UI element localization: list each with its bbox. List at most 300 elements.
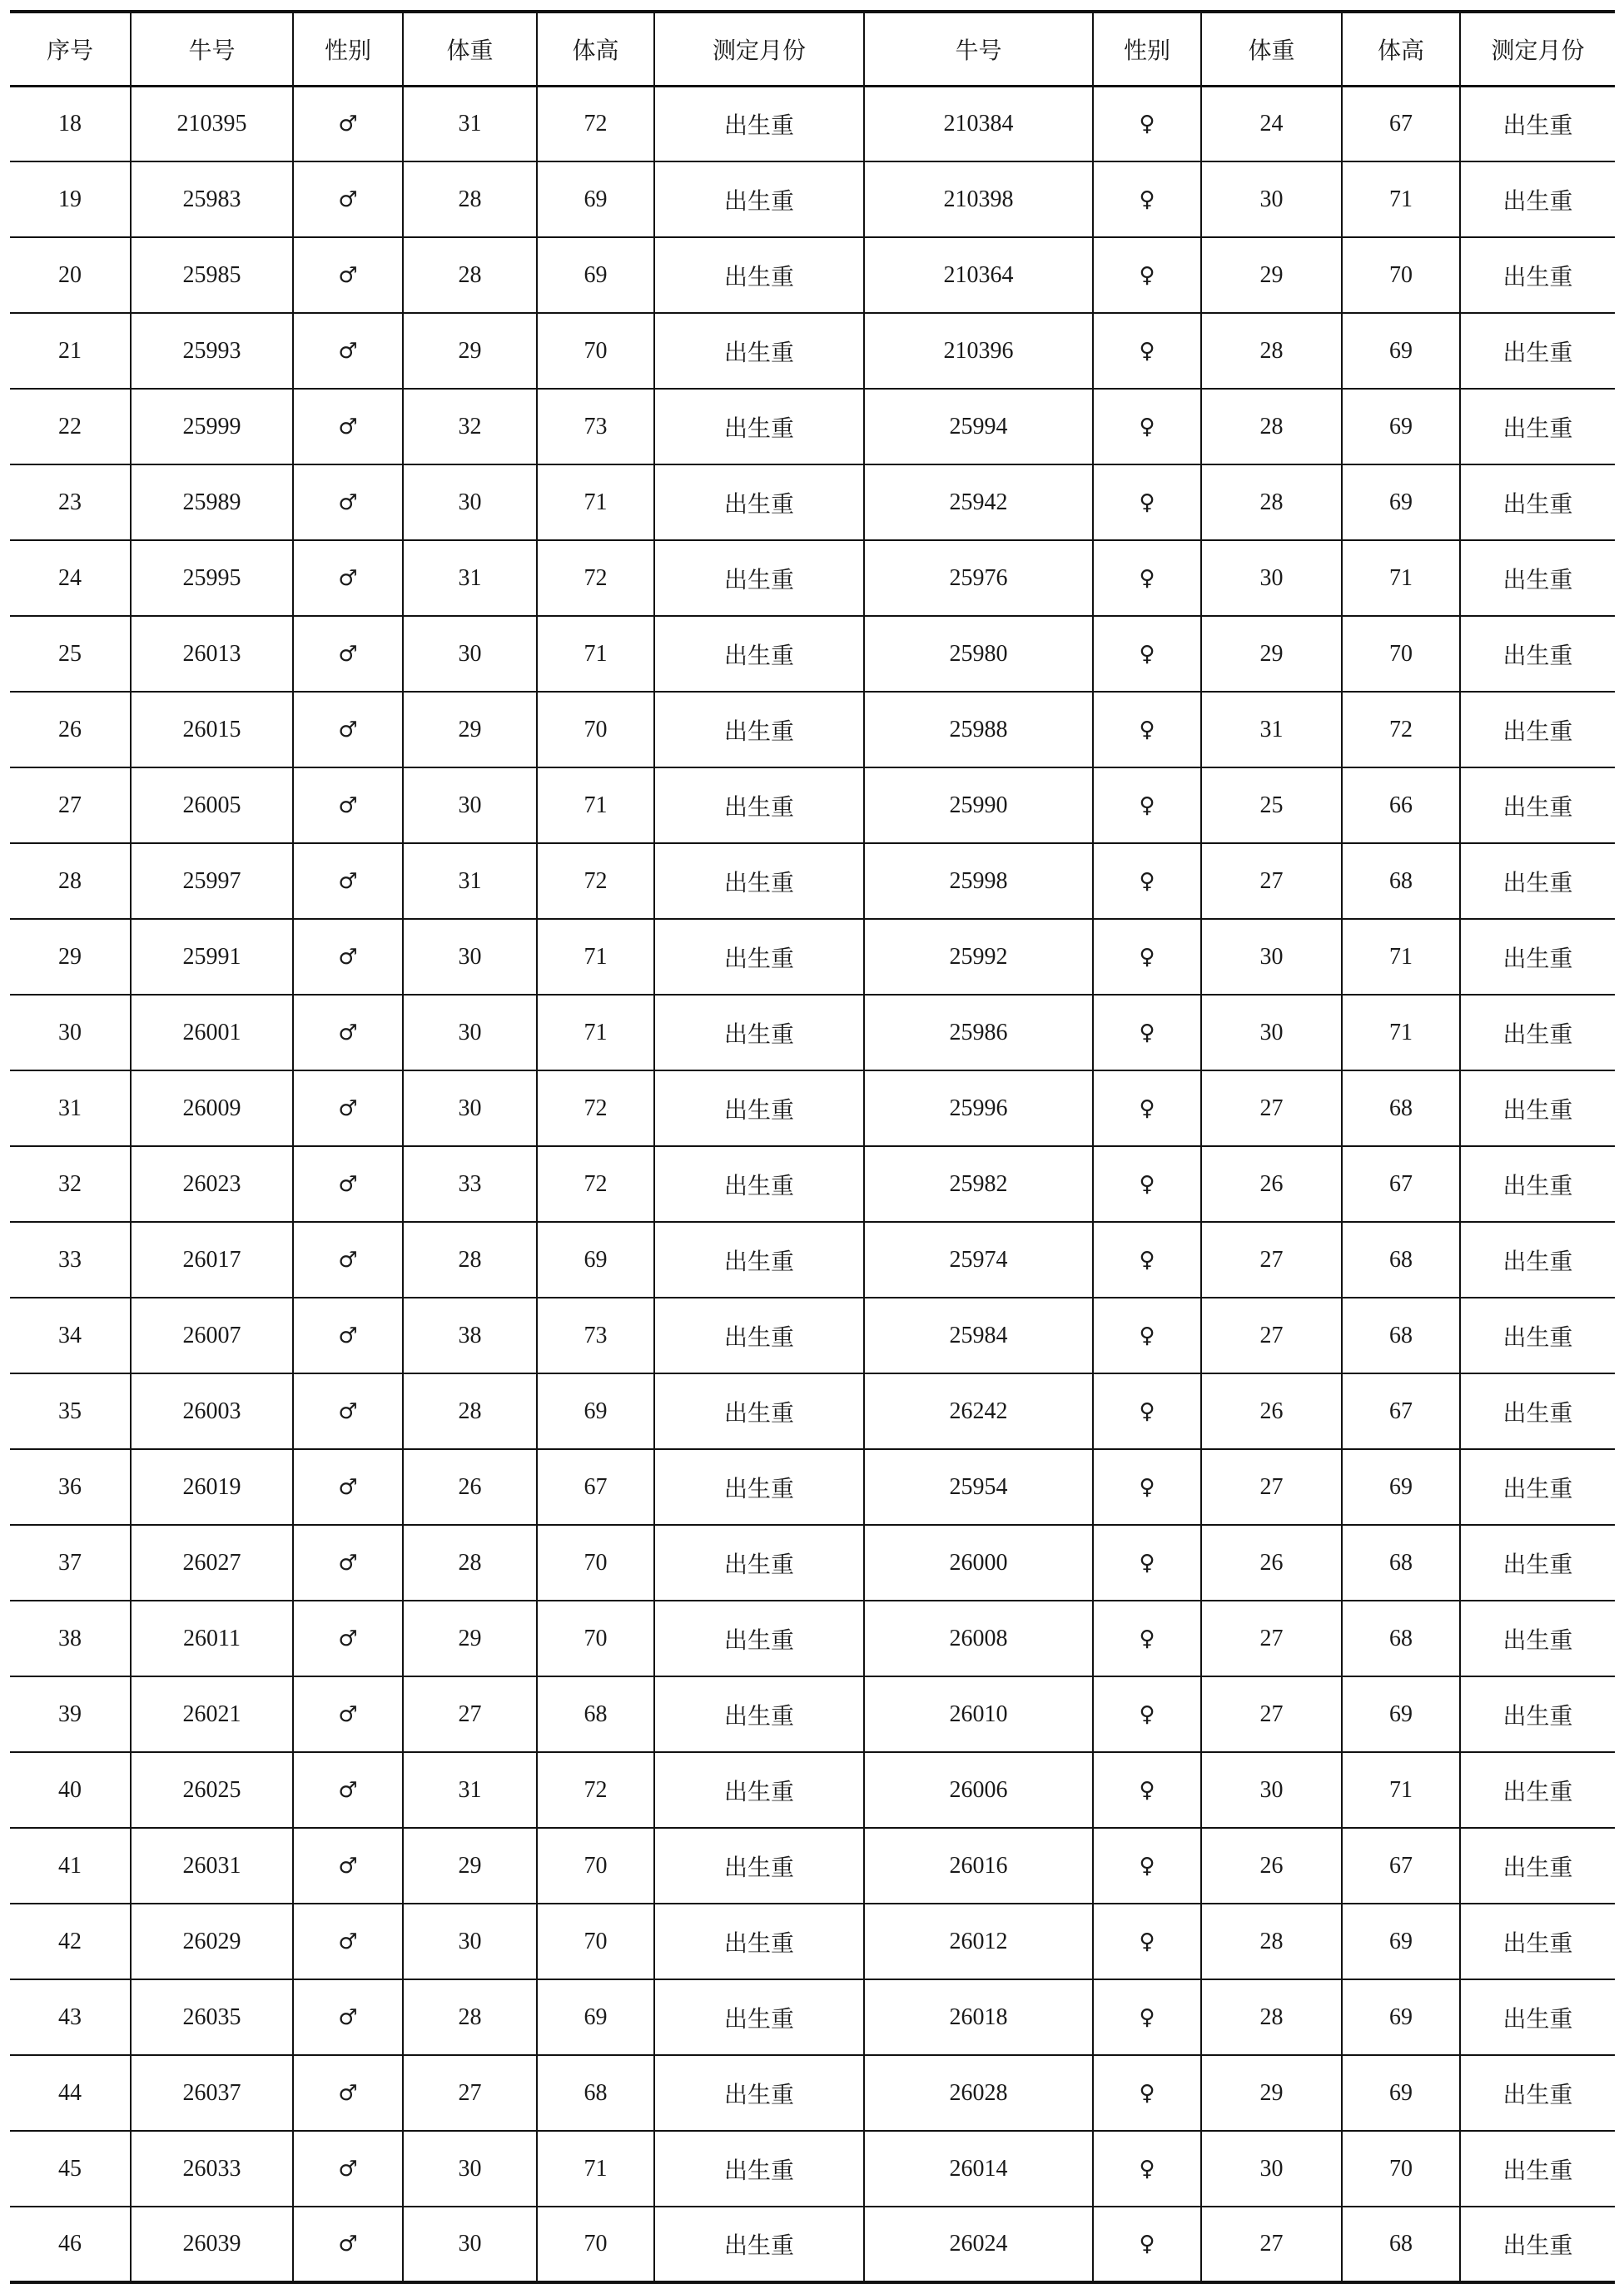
height-cell: 66 (1342, 767, 1460, 843)
height-cell: 70 (537, 692, 654, 767)
cattle-id-cell: 25954 (864, 1449, 1093, 1525)
header-cattle-id-female: 牛号 (864, 12, 1093, 86)
height-cell: 67 (1342, 1146, 1460, 1222)
weight-cell: 30 (403, 995, 537, 1070)
sex-cell: ♀ (1093, 767, 1201, 843)
table-row (10, 2055, 1615, 2131)
sex-cell: ♀ (1093, 2131, 1201, 2207)
height-cell: 69 (1342, 1676, 1460, 1752)
measure-month-cell: 出生重 (1460, 919, 1615, 995)
table-row (10, 86, 1615, 161)
sex-cell: ♀ (1093, 1904, 1201, 1979)
cattle-id-cell: 210396 (864, 313, 1093, 389)
height-cell: 70 (537, 1828, 654, 1904)
cattle-id-cell: 25974 (864, 1222, 1093, 1298)
height-cell: 68 (1342, 1525, 1460, 1601)
cattle-id-cell: 210398 (864, 161, 1093, 237)
measure-month-cell: 出生重 (1460, 1146, 1615, 1222)
sex-cell: ♀ (1093, 313, 1201, 389)
serial-no-cell: 44 (10, 2055, 131, 2131)
header-height-female: 体高 (1342, 12, 1460, 86)
height-cell: 71 (537, 464, 654, 540)
cattle-id-cell: 25995 (131, 540, 293, 616)
table-row (10, 1449, 1615, 1525)
table-row (10, 995, 1615, 1070)
measure-month-cell: 出生重 (654, 464, 864, 540)
cattle-id-cell: 25942 (864, 464, 1093, 540)
height-cell: 69 (537, 1373, 654, 1449)
weight-cell: 24 (1201, 86, 1342, 161)
measure-month-cell: 出生重 (654, 1146, 864, 1222)
height-cell: 70 (1342, 616, 1460, 692)
sex-cell: ♂ (293, 1070, 403, 1146)
measure-month-cell: 出生重 (1460, 161, 1615, 237)
cattle-id-cell: 210384 (864, 86, 1093, 161)
table-row (10, 1601, 1615, 1676)
sex-cell: ♀ (1093, 1979, 1201, 2055)
weight-cell: 26 (1201, 1373, 1342, 1449)
serial-no-cell: 31 (10, 1070, 131, 1146)
serial-no-cell: 42 (10, 1904, 131, 1979)
sex-cell: ♂ (293, 1298, 403, 1373)
measure-month-cell: 出生重 (1460, 86, 1615, 161)
measure-month-cell: 出生重 (654, 2055, 864, 2131)
weight-cell: 38 (403, 1298, 537, 1373)
measure-month-cell: 出生重 (1460, 1601, 1615, 1676)
weight-cell: 27 (1201, 1222, 1342, 1298)
height-cell: 69 (537, 161, 654, 237)
cattle-id-cell: 210364 (864, 237, 1093, 313)
height-cell: 72 (537, 1070, 654, 1146)
height-cell: 70 (537, 1904, 654, 1979)
height-cell: 67 (1342, 86, 1460, 161)
cattle-id-cell: 26001 (131, 995, 293, 1070)
header-serial-no: 序号 (10, 12, 131, 86)
weight-cell: 29 (403, 313, 537, 389)
cattle-id-cell: 25985 (131, 237, 293, 313)
cattle-id-cell: 26024 (864, 2207, 1093, 2282)
weight-cell: 28 (403, 237, 537, 313)
table-row (10, 1525, 1615, 1601)
measure-month-cell: 出生重 (654, 616, 864, 692)
height-cell: 68 (1342, 1070, 1460, 1146)
measure-month-cell: 出生重 (1460, 843, 1615, 919)
cattle-id-cell: 25983 (131, 161, 293, 237)
cattle-id-cell: 26033 (131, 2131, 293, 2207)
sex-cell: ♂ (293, 1525, 403, 1601)
cattle-id-cell: 26011 (131, 1601, 293, 1676)
measure-month-cell: 出生重 (1460, 1904, 1615, 1979)
sex-cell: ♀ (1093, 1070, 1201, 1146)
cattle-id-cell: 25997 (131, 843, 293, 919)
sex-cell: ♂ (293, 1373, 403, 1449)
cattle-id-cell: 25989 (131, 464, 293, 540)
measure-month-cell: 出生重 (1460, 2055, 1615, 2131)
cattle-id-cell: 25990 (864, 767, 1093, 843)
table-row (10, 1752, 1615, 1828)
measure-month-cell: 出生重 (1460, 767, 1615, 843)
sex-cell: ♀ (1093, 540, 1201, 616)
cattle-id-cell: 26028 (864, 2055, 1093, 2131)
header-height-male: 体高 (537, 12, 654, 86)
header-weight-female: 体重 (1201, 12, 1342, 86)
cattle-id-cell: 26013 (131, 616, 293, 692)
sex-cell: ♀ (1093, 86, 1201, 161)
weight-cell: 28 (1201, 389, 1342, 464)
weight-cell: 29 (403, 692, 537, 767)
cattle-id-cell: 26003 (131, 1373, 293, 1449)
height-cell: 71 (1342, 995, 1460, 1070)
height-cell: 67 (537, 1449, 654, 1525)
weight-cell: 28 (403, 1222, 537, 1298)
sex-cell: ♂ (293, 1828, 403, 1904)
measure-month-cell: 出生重 (654, 919, 864, 995)
measure-month-cell: 出生重 (1460, 1525, 1615, 1601)
serial-no-cell: 39 (10, 1676, 131, 1752)
weight-cell: 26 (1201, 1146, 1342, 1222)
sex-cell: ♀ (1093, 1525, 1201, 1601)
sex-cell: ♀ (1093, 1752, 1201, 1828)
measure-month-cell: 出生重 (654, 692, 864, 767)
cattle-id-cell: 26017 (131, 1222, 293, 1298)
sex-cell: ♀ (1093, 616, 1201, 692)
height-cell: 69 (1342, 464, 1460, 540)
sex-cell: ♀ (1093, 995, 1201, 1070)
weight-cell: 29 (1201, 237, 1342, 313)
measure-month-cell: 出生重 (654, 1070, 864, 1146)
weight-cell: 28 (1201, 464, 1342, 540)
weight-cell: 30 (403, 616, 537, 692)
cattle-id-cell: 25999 (131, 389, 293, 464)
measure-month-cell: 出生重 (1460, 540, 1615, 616)
table-row (10, 2131, 1615, 2207)
measure-month-cell: 出生重 (654, 1828, 864, 1904)
sex-cell: ♀ (1093, 2207, 1201, 2282)
sex-cell: ♂ (293, 2055, 403, 2131)
height-cell: 68 (1342, 1298, 1460, 1373)
measure-month-cell: 出生重 (1460, 1222, 1615, 1298)
sex-cell: ♀ (1093, 1676, 1201, 1752)
weight-cell: 29 (1201, 616, 1342, 692)
sex-cell: ♂ (293, 540, 403, 616)
serial-no-cell: 37 (10, 1525, 131, 1601)
height-cell: 69 (1342, 313, 1460, 389)
measure-month-cell: 出生重 (1460, 1676, 1615, 1752)
weight-cell: 31 (1201, 692, 1342, 767)
weight-cell: 27 (1201, 2207, 1342, 2282)
cattle-id-cell: 26025 (131, 1752, 293, 1828)
weight-cell: 27 (1201, 1070, 1342, 1146)
cattle-id-cell: 26009 (131, 1070, 293, 1146)
sex-cell: ♂ (293, 86, 403, 161)
cattle-id-cell: 26037 (131, 2055, 293, 2131)
serial-no-cell: 27 (10, 767, 131, 843)
serial-no-cell: 34 (10, 1298, 131, 1373)
sex-cell: ♀ (1093, 1449, 1201, 1525)
measure-month-cell: 出生重 (654, 86, 864, 161)
height-cell: 68 (1342, 1601, 1460, 1676)
serial-no-cell: 33 (10, 1222, 131, 1298)
sex-cell: ♀ (1093, 1146, 1201, 1222)
cattle-id-cell: 26012 (864, 1904, 1093, 1979)
height-cell: 71 (537, 616, 654, 692)
height-cell: 69 (537, 1222, 654, 1298)
height-cell: 68 (1342, 843, 1460, 919)
cattle-id-cell: 26039 (131, 2207, 293, 2282)
height-cell: 71 (537, 2131, 654, 2207)
serial-no-cell: 38 (10, 1601, 131, 1676)
sex-cell: ♂ (293, 1601, 403, 1676)
height-cell: 72 (537, 1146, 654, 1222)
sex-cell: ♂ (293, 161, 403, 237)
cattle-id-cell: 25998 (864, 843, 1093, 919)
sex-cell: ♂ (293, 313, 403, 389)
cattle-id-cell: 26005 (131, 767, 293, 843)
weight-cell: 28 (1201, 1979, 1342, 2055)
height-cell: 71 (537, 995, 654, 1070)
height-cell: 67 (1342, 1373, 1460, 1449)
serial-no-cell: 25 (10, 616, 131, 692)
height-cell: 67 (1342, 1828, 1460, 1904)
cattle-id-cell: 26000 (864, 1525, 1093, 1601)
cattle-id-cell: 26018 (864, 1979, 1093, 2055)
height-cell: 69 (1342, 2055, 1460, 2131)
weight-cell: 26 (1201, 1828, 1342, 1904)
sex-cell: ♀ (1093, 919, 1201, 995)
weight-cell: 27 (1201, 843, 1342, 919)
weight-cell: 30 (403, 1904, 537, 1979)
cattle-id-cell: 26031 (131, 1828, 293, 1904)
measure-month-cell: 出生重 (1460, 464, 1615, 540)
weight-cell: 28 (403, 161, 537, 237)
weight-cell: 33 (403, 1146, 537, 1222)
weight-cell: 29 (403, 1828, 537, 1904)
measure-month-cell: 出生重 (654, 313, 864, 389)
table-row (10, 237, 1615, 313)
table-row (10, 1979, 1615, 2055)
table-row (10, 540, 1615, 616)
height-cell: 71 (1342, 161, 1460, 237)
height-cell: 71 (537, 919, 654, 995)
weight-cell: 29 (403, 1601, 537, 1676)
measure-month-cell: 出生重 (654, 1904, 864, 1979)
measure-month-cell: 出生重 (654, 237, 864, 313)
serial-no-cell: 32 (10, 1146, 131, 1222)
cattle-id-cell: 25991 (131, 919, 293, 995)
height-cell: 69 (1342, 1904, 1460, 1979)
height-cell: 68 (537, 2055, 654, 2131)
cattle-id-cell: 25992 (864, 919, 1093, 995)
table-row (10, 1146, 1615, 1222)
measure-month-cell: 出生重 (1460, 313, 1615, 389)
table-header (10, 12, 1615, 86)
cattle-id-cell: 26019 (131, 1449, 293, 1525)
cattle-id-cell: 26023 (131, 1146, 293, 1222)
serial-no-cell: 45 (10, 2131, 131, 2207)
measure-month-cell: 出生重 (654, 843, 864, 919)
height-cell: 72 (537, 843, 654, 919)
height-cell: 69 (537, 1979, 654, 2055)
sex-cell: ♂ (293, 1449, 403, 1525)
measure-month-cell: 出生重 (654, 1525, 864, 1601)
height-cell: 71 (537, 767, 654, 843)
table-row (10, 843, 1615, 919)
header-cattle-id-male: 牛号 (131, 12, 293, 86)
sex-cell: ♀ (1093, 692, 1201, 767)
cattle-measurement-table (10, 10, 1615, 2284)
weight-cell: 28 (403, 1525, 537, 1601)
height-cell: 72 (537, 540, 654, 616)
measure-month-cell: 出生重 (654, 540, 864, 616)
measure-month-cell: 出生重 (1460, 237, 1615, 313)
serial-no-cell: 24 (10, 540, 131, 616)
height-cell: 68 (1342, 1222, 1460, 1298)
cattle-id-cell: 26014 (864, 2131, 1093, 2207)
serial-no-cell: 21 (10, 313, 131, 389)
measure-month-cell: 出生重 (1460, 1979, 1615, 2055)
height-cell: 70 (537, 1525, 654, 1601)
table-row (10, 1828, 1615, 1904)
serial-no-cell: 46 (10, 2207, 131, 2282)
weight-cell: 28 (1201, 1904, 1342, 1979)
table-row (10, 1904, 1615, 1979)
sex-cell: ♂ (293, 692, 403, 767)
weight-cell: 31 (403, 1752, 537, 1828)
sex-cell: ♀ (1093, 1828, 1201, 1904)
height-cell: 70 (1342, 237, 1460, 313)
sex-cell: ♂ (293, 464, 403, 540)
sex-cell: ♂ (293, 995, 403, 1070)
measure-month-cell: 出生重 (654, 1752, 864, 1828)
sex-cell: ♀ (1093, 161, 1201, 237)
table-row (10, 161, 1615, 237)
weight-cell: 31 (403, 843, 537, 919)
cattle-id-cell: 25986 (864, 995, 1093, 1070)
measure-month-cell: 出生重 (1460, 1298, 1615, 1373)
weight-cell: 25 (1201, 767, 1342, 843)
measure-month-cell: 出生重 (1460, 1752, 1615, 1828)
weight-cell: 27 (403, 2055, 537, 2131)
weight-cell: 27 (1201, 1601, 1342, 1676)
serial-no-cell: 40 (10, 1752, 131, 1828)
serial-no-cell: 29 (10, 919, 131, 995)
serial-no-cell: 35 (10, 1373, 131, 1449)
measure-month-cell: 出生重 (654, 1298, 864, 1373)
sex-cell: ♀ (1093, 1298, 1201, 1373)
sex-cell: ♂ (293, 2131, 403, 2207)
height-cell: 71 (1342, 1752, 1460, 1828)
measure-month-cell: 出生重 (654, 2207, 864, 2282)
weight-cell: 30 (1201, 1752, 1342, 1828)
table-row (10, 1222, 1615, 1298)
serial-no-cell: 41 (10, 1828, 131, 1904)
height-cell: 70 (537, 1601, 654, 1676)
sex-cell: ♂ (293, 919, 403, 995)
table-row (10, 919, 1615, 995)
cattle-id-cell: 25982 (864, 1146, 1093, 1222)
measure-month-cell: 出生重 (654, 1222, 864, 1298)
cattle-id-cell: 25976 (864, 540, 1093, 616)
table-row (10, 389, 1615, 464)
sex-cell: ♀ (1093, 1373, 1201, 1449)
serial-no-cell: 20 (10, 237, 131, 313)
sex-cell: ♂ (293, 1979, 403, 2055)
serial-no-cell: 28 (10, 843, 131, 919)
cattle-id-cell: 210395 (131, 86, 293, 161)
height-cell: 70 (537, 313, 654, 389)
weight-cell: 30 (1201, 2131, 1342, 2207)
sex-cell: ♂ (293, 237, 403, 313)
height-cell: 73 (537, 1298, 654, 1373)
cattle-id-cell: 26006 (864, 1752, 1093, 1828)
weight-cell: 31 (403, 540, 537, 616)
weight-cell: 30 (403, 2131, 537, 2207)
weight-cell: 27 (403, 1676, 537, 1752)
sex-cell: ♂ (293, 1676, 403, 1752)
sex-cell: ♀ (1093, 1601, 1201, 1676)
measure-month-cell: 出生重 (654, 1373, 864, 1449)
sex-cell: ♂ (293, 1146, 403, 1222)
weight-cell: 26 (1201, 1525, 1342, 1601)
height-cell: 69 (1342, 1449, 1460, 1525)
measure-month-cell: 出生重 (1460, 2131, 1615, 2207)
cattle-id-cell: 26021 (131, 1676, 293, 1752)
measure-month-cell: 出生重 (1460, 692, 1615, 767)
cattle-id-cell: 25984 (864, 1298, 1093, 1373)
cattle-id-cell: 26029 (131, 1904, 293, 1979)
header-sex-female: 性别 (1093, 12, 1201, 86)
height-cell: 70 (537, 2207, 654, 2282)
height-cell: 70 (1342, 2131, 1460, 2207)
sex-cell: ♂ (293, 1752, 403, 1828)
measure-month-cell: 出生重 (654, 2131, 864, 2207)
sex-cell: ♀ (1093, 237, 1201, 313)
height-cell: 71 (1342, 540, 1460, 616)
measure-month-cell: 出生重 (1460, 995, 1615, 1070)
table-row (10, 313, 1615, 389)
height-cell: 72 (537, 1752, 654, 1828)
table-row (10, 616, 1615, 692)
weight-cell: 28 (1201, 313, 1342, 389)
weight-cell: 27 (1201, 1676, 1342, 1752)
cattle-id-cell: 26010 (864, 1676, 1093, 1752)
cattle-id-cell: 25988 (864, 692, 1093, 767)
sex-cell: ♂ (293, 389, 403, 464)
sex-cell: ♂ (293, 1904, 403, 1979)
cattle-id-cell: 25996 (864, 1070, 1093, 1146)
sex-cell: ♂ (293, 1222, 403, 1298)
measure-month-cell: 出生重 (654, 995, 864, 1070)
weight-cell: 30 (1201, 919, 1342, 995)
weight-cell: 27 (1201, 1449, 1342, 1525)
serial-no-cell: 22 (10, 389, 131, 464)
measure-month-cell: 出生重 (654, 767, 864, 843)
header-sex-male: 性别 (293, 12, 403, 86)
weight-cell: 28 (403, 1373, 537, 1449)
cattle-id-cell: 26016 (864, 1828, 1093, 1904)
weight-cell: 30 (1201, 540, 1342, 616)
sex-cell: ♂ (293, 2207, 403, 2282)
weight-cell: 30 (403, 2207, 537, 2282)
header-measure-month-male: 测定月份 (654, 12, 864, 86)
table-row (10, 464, 1615, 540)
weight-cell: 31 (403, 86, 537, 161)
sex-cell: ♀ (1093, 389, 1201, 464)
measure-month-cell: 出生重 (1460, 1449, 1615, 1525)
cattle-id-cell: 25980 (864, 616, 1093, 692)
height-cell: 73 (537, 389, 654, 464)
weight-cell: 32 (403, 389, 537, 464)
